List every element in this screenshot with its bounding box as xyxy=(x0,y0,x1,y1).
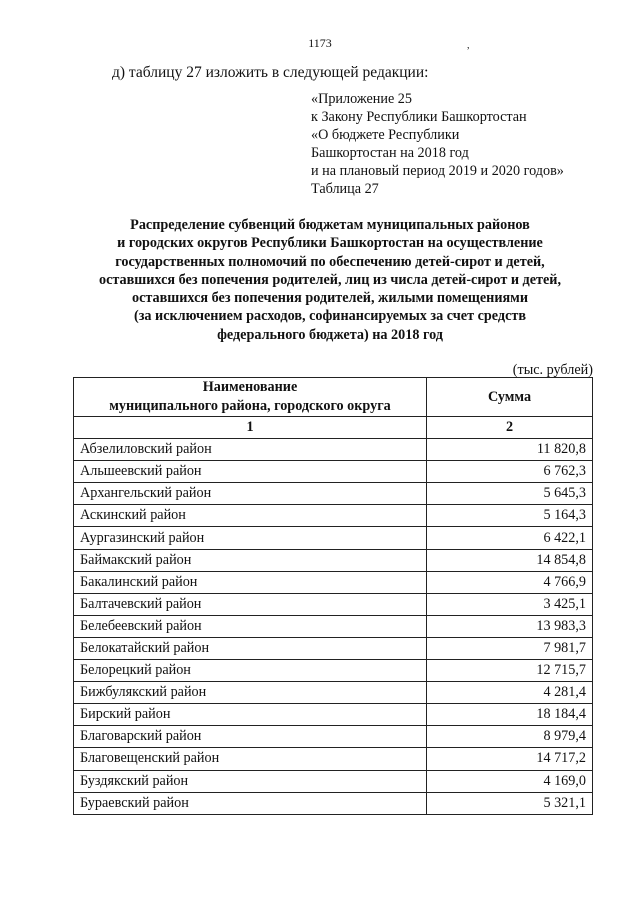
subvention-amount: 18 184,4 xyxy=(427,704,593,726)
district-name: Аскинский район xyxy=(74,505,427,527)
table-row xyxy=(74,505,593,527)
title-line: оставшихся без попечения родителей, жилыми помещениями xyxy=(131,290,529,307)
column-number-1: 1 xyxy=(74,417,427,439)
title-line: и городских округов Республики Башкортостан на осуществление xyxy=(117,235,543,252)
intro-text: д) таблицу 27 изложить в следующей редакции: xyxy=(112,64,429,81)
table-row xyxy=(74,660,593,682)
column-header-name xyxy=(74,378,427,417)
subvention-amount: 14 854,8 xyxy=(427,549,593,571)
title-line: федерального бюджета) на 2018 год xyxy=(217,326,443,343)
district-name: Аургазинский район xyxy=(74,527,427,549)
table-row xyxy=(74,527,593,549)
appendix-line: «О бюджете Республики xyxy=(311,127,460,143)
district-name: Благовещенский район xyxy=(74,748,427,770)
table-row xyxy=(74,549,593,571)
title-line: (за исключением расходов, софинансируемых за счет средств xyxy=(133,308,527,325)
subvention-amount: 7 981,7 xyxy=(427,637,593,659)
district-name: Альшеевский район xyxy=(74,461,427,483)
district-name: Благоварский район xyxy=(74,726,427,748)
subvention-amount: 4 169,0 xyxy=(427,770,593,792)
district-name: Архангельский район xyxy=(74,483,427,505)
district-name: Бирский район xyxy=(74,704,427,726)
column-header-sum: Сумма xyxy=(427,378,593,417)
title-line: государственных полномочий по обеспечению детей-сирот и детей, xyxy=(115,253,545,270)
table-body xyxy=(74,439,593,815)
table-row xyxy=(74,770,593,792)
district-name: Балтачевский район xyxy=(74,593,427,615)
table-row xyxy=(74,461,593,483)
subvention-amount: 12 715,7 xyxy=(427,660,593,682)
district-name: Бураевский район xyxy=(74,792,427,814)
district-name: Буздякский район xyxy=(74,770,427,792)
subvention-amount: 4 281,4 xyxy=(427,682,593,704)
district-name: Баймакский район xyxy=(74,549,427,571)
table-row xyxy=(74,792,593,814)
district-name: Белокатайский район xyxy=(74,637,427,659)
table-row xyxy=(74,748,593,770)
subvention-table xyxy=(73,377,593,815)
subvention-amount: 6 762,3 xyxy=(427,461,593,483)
document-title xyxy=(60,216,600,344)
appendix-block xyxy=(311,90,611,198)
district-name: Бижбулякский район xyxy=(74,682,427,704)
district-name: Бакалинский район xyxy=(74,571,427,593)
table-row xyxy=(74,637,593,659)
appendix-line: «Приложение 25 xyxy=(311,91,412,107)
district-name: Белебеевский район xyxy=(74,615,427,637)
table-row xyxy=(74,615,593,637)
units-label: (тыс. рублей) xyxy=(512,362,593,378)
table-row xyxy=(74,704,593,726)
column-header-name-line1: Наименование xyxy=(202,379,298,395)
page-number: 1173 xyxy=(308,36,332,50)
table-row xyxy=(74,483,593,505)
subvention-amount: 8 979,4 xyxy=(427,726,593,748)
table-number: Таблица 27 xyxy=(311,181,379,197)
subvention-amount: 13 983,3 xyxy=(427,615,593,637)
title-line: Распределение субвенций бюджетам муниципальных районов xyxy=(130,217,530,233)
subvention-amount: 5 321,1 xyxy=(427,792,593,814)
subvention-amount: 5 164,3 xyxy=(427,505,593,527)
subvention-amount: 3 425,1 xyxy=(427,593,593,615)
appendix-line: Башкортостан на 2018 год xyxy=(311,145,469,161)
table-row xyxy=(74,439,593,461)
district-name: Абзелиловский район xyxy=(74,439,427,461)
column-header-name-line2: муниципального района, городского округа xyxy=(109,398,391,414)
subvention-amount: 11 820,8 xyxy=(427,439,593,461)
table-header-row xyxy=(74,378,593,417)
column-number-row xyxy=(74,417,593,439)
table-row xyxy=(74,682,593,704)
table-row xyxy=(74,726,593,748)
subvention-amount: 14 717,2 xyxy=(427,748,593,770)
appendix-line: и на плановый период 2019 и 2020 годов» xyxy=(311,163,564,179)
subvention-amount: 4 766,9 xyxy=(427,571,593,593)
table-row xyxy=(74,593,593,615)
subvention-amount: 5 645,3 xyxy=(427,483,593,505)
stray-mark: , xyxy=(467,40,470,51)
column-number-2: 2 xyxy=(427,417,593,439)
table-row xyxy=(74,571,593,593)
title-line: оставшихся без попечения родителей, лиц из числа детей-сирот и детей, xyxy=(98,271,562,288)
appendix-line: к Закону Республики Башкортостан xyxy=(311,109,527,125)
subvention-amount: 6 422,1 xyxy=(427,527,593,549)
district-name: Белорецкий район xyxy=(74,660,427,682)
